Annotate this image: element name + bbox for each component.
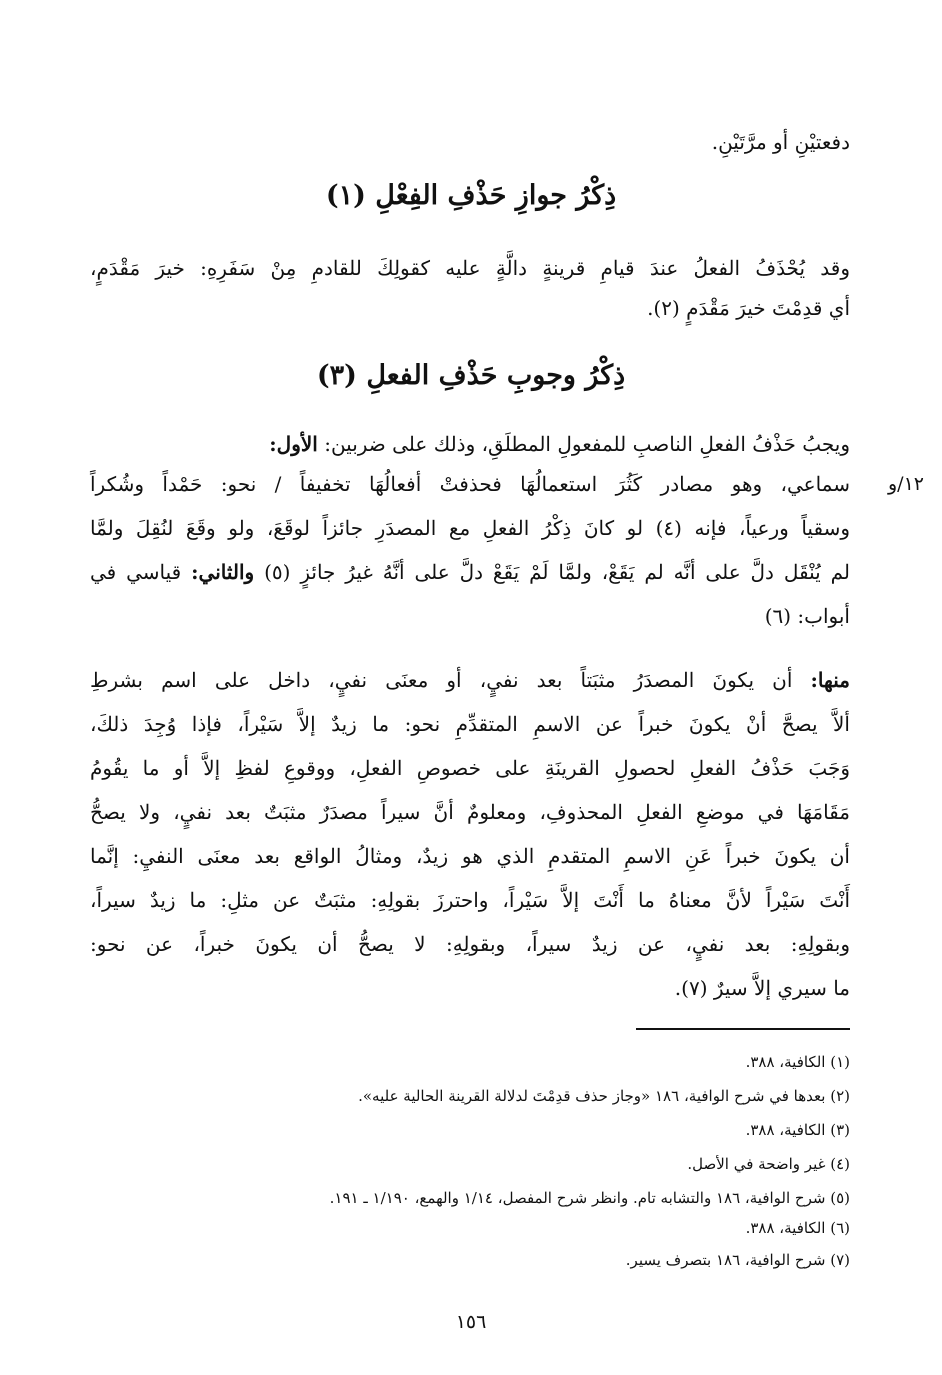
paragraph-line: أي قدِمْتَ خيرَ مَقْدَمٍ (٢). bbox=[647, 296, 850, 320]
footnote: (٥) شرح الوافية، ١٨٦ والتشابه تام. وانظر شرح المفصل، ١/١٤ والهمع، ١/١٩٠ ـ ١٩١. bbox=[329, 1189, 850, 1207]
section-heading-permissible-deletion: ذِكْرُ جوازِ حَذْفِ الفِعْلِ (١) bbox=[325, 180, 617, 211]
paragraph-line: وبقولِهِ: بعد نفيٍ، عن زيدٌ سيراً، وبقولِهِ: لا يصحُّ أن يكونَ خبراً، عن نحو: bbox=[90, 932, 850, 956]
footnote: (٢) بعدها في شرح الوافية، ١٨٦ «وجاز حذف قدِمْتَ لدلالة القرينة الحالية عليه». bbox=[358, 1087, 850, 1105]
footnote: (٤) غير واضحة في الأصل. bbox=[687, 1155, 850, 1173]
bold-keyword: منها: bbox=[810, 668, 850, 692]
paragraph-line: ألاَّ يصحَّ أنْ يكونَ خبراً عن الاسمِ المتقدِّمِ نحو: ما زيدٌ إلاَّ سَيْراً، فإذا وُجِدَ ذلكَ، bbox=[90, 712, 850, 736]
paragraph-line: أبواب: (٦) bbox=[764, 604, 850, 628]
carryover-line: دفعتيْنِ أو مرَّتَيْنِ. bbox=[711, 130, 850, 154]
paragraph-line: لم يُنْقَل دلَّ على أنَّه لم يَقَعْ، ولمَّا لَمْ يَقَعْ دلَّ على أنَّهُ غيرُ جائزٍ (٥) والثاني: قياسي في bbox=[90, 560, 851, 584]
paragraph-line: أن يكونَ خبراً عَنِ الاسمِ المتقدمِ الذي هو زيدٌ، ومثالُ الواقع بعد معنَى النفيِ: إنَّما bbox=[90, 844, 850, 868]
paragraph-line: سماعي، وهو مصادر كَثُرَ استعمالُهَا فحذفتْ أفعالُهَا تخفيفاً / نحو: حَمْداً وشُكراً bbox=[90, 472, 850, 496]
paragraph-line: ما سيري إلاَّ سيرٌ (٧). bbox=[674, 976, 850, 1000]
footnote: (١) الكافية، ٣٨٨. bbox=[745, 1053, 850, 1071]
bold-keyword: الأول: bbox=[269, 432, 318, 456]
section-heading-obligatory-deletion: ذِكْرُ وجوبِ حَذْفِ الفعلِ (٣) bbox=[316, 360, 626, 391]
paragraph-line: وسقياً ورعياً، فإنه (٤) لو كانَ ذِكْرُ الفعلِ مع المصدَرِ جائزاً لوقَعَ، ولو وقَعَ لنُقِلَ ولمَّا bbox=[90, 516, 850, 540]
folio-marker: ١٢/و bbox=[888, 473, 924, 495]
paragraph-line: مَقَامَهَا في موضعِ الفعلِ المحذوفِ، ومعلومٌ أنَّ سيراً مصدَرٌ مثبَتٌ بعد نفيٍ، ولا يصحُّ bbox=[90, 800, 850, 824]
paragraph-line: ويجبُ حَذْفُ الفعلِ الناصبِ للمفعولِ المطلَقِ، وذلك على ضربين: الأول: bbox=[269, 432, 850, 456]
paragraph-line: وَجَبَ حَذْفُ الفعلِ لحصولِ القرينَةِ على خصوصِ الفعلِ، ووقوعِ لفظِ إلاَّ أو ما يقُومُ bbox=[90, 756, 850, 780]
paragraph-line: منها: أن يكونَ المصدَرُ مثبَتاً بعد نفيٍ، أو معنَى نفيٍ، داخل على اسم بشرطِ bbox=[90, 668, 850, 692]
bold-keyword: والثاني: bbox=[191, 560, 255, 584]
page-number: ١٥٦ bbox=[455, 1311, 487, 1333]
footnote: (٧) شرح الوافية، ١٨٦ بتصرف يسير. bbox=[625, 1251, 850, 1269]
paragraph-line: وقد يُحْذَفُ الفعلُ عندَ قيامِ قرينةٍ دالَّةٍ عليه كقولِكَ للقادمِ مِنْ سَفَرِهِ: خيرَ مَقْدَمٍ، bbox=[90, 256, 850, 280]
footnote-separator bbox=[636, 1028, 850, 1030]
footnote: (٦) الكافية، ٣٨٨. bbox=[745, 1219, 850, 1237]
footnote: (٣) الكافية، ٣٨٨. bbox=[745, 1121, 850, 1139]
paragraph-line: أَنْتَ سَيْراً لأنَّ معناهُ ما أَنْتَ إلاَّ سَيْراً، واحترزَ بقولِهِ: مثبَتٌ عن مثلِ: ما زيدٌ سيراً، bbox=[90, 888, 850, 912]
